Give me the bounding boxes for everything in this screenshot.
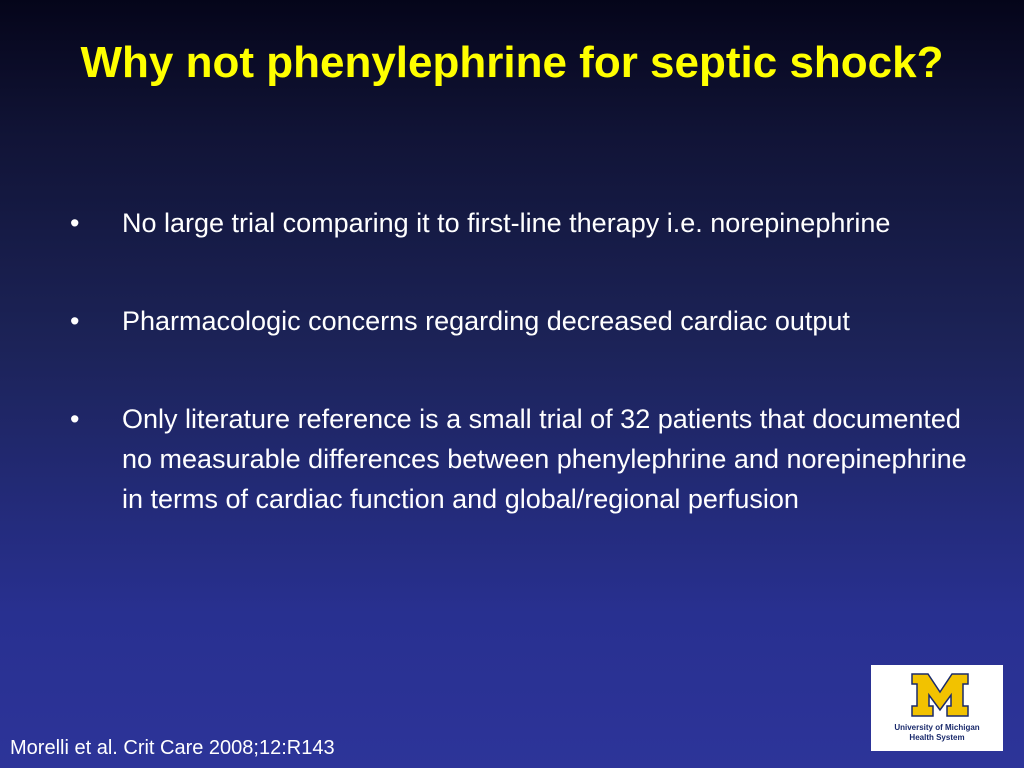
bullet-text: Only literature reference is a small trial of 32 patients that documented no measurable differences between phenylephrine and norepinephrine in terms of cardiac function and global/regional perfusion [122, 404, 967, 514]
bullet-list [68, 203, 968, 577]
block-m-logo-icon [911, 673, 969, 717]
bullet-marker: • [70, 404, 80, 434]
bullet-text: Pharmacologic concerns regarding decreased cardiac output [122, 306, 850, 336]
bullet-marker: • [70, 208, 80, 238]
bullet-item [68, 301, 968, 341]
logo-caption [871, 723, 1003, 743]
university-logo [871, 665, 1003, 751]
citation: Morelli et al. Crit Care 2008;12:R143 [10, 737, 335, 759]
bullet-item [68, 203, 968, 243]
logo-line-2: Health System [909, 733, 965, 742]
bullet-item [68, 399, 968, 519]
bullet-text: No large trial comparing it to first-line therapy i.e. norepinephrine [122, 208, 891, 238]
bullet-marker: • [70, 306, 80, 336]
slide-title: Why not phenylephrine for septic shock? [80, 38, 944, 87]
logo-line-1: University of Michigan [894, 723, 980, 732]
